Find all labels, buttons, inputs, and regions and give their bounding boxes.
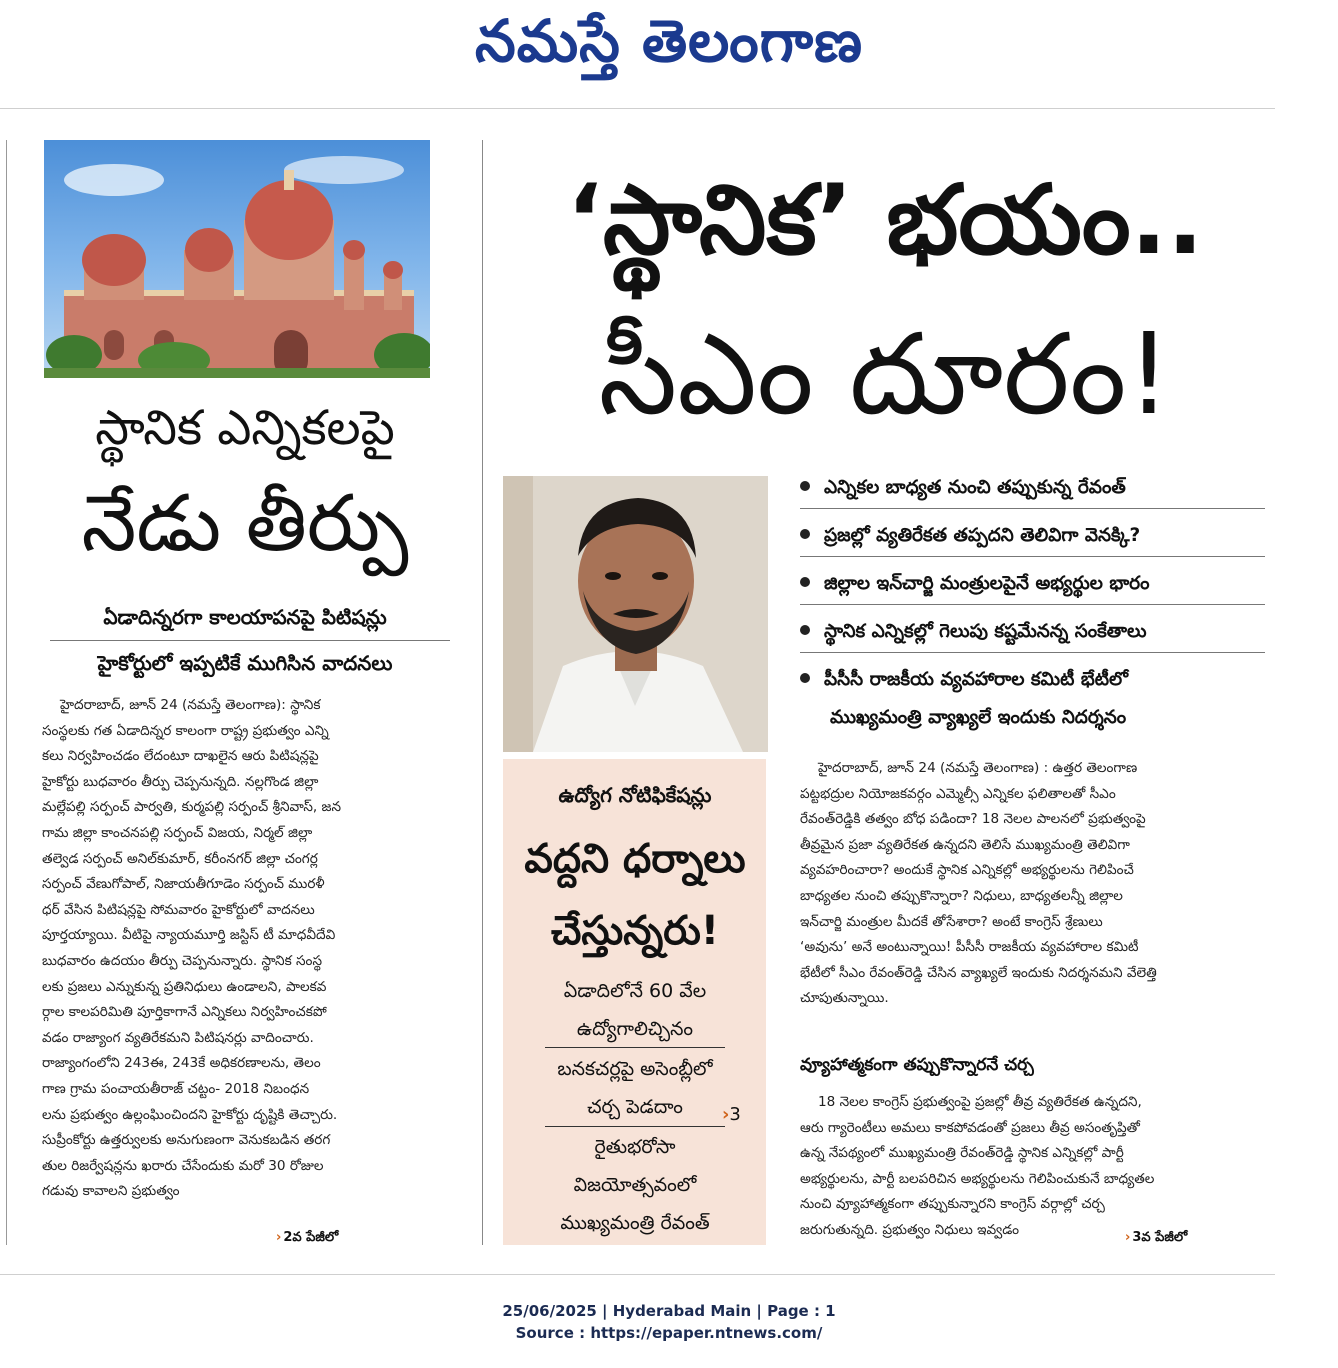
article-line: రాజ్యాంగంలోని 243ఈ, 243కే అధికరణాలను, తెలం <box>42 1055 321 1072</box>
left-continue-text: 2వ పేజీలో <box>283 1230 339 1245</box>
article-line: హైదరాబాద్, జూన్ 24 (నమస్తే తెలంగాణ) : ఉత్తర తెలంగాణ <box>818 760 1138 776</box>
bullet-dot-icon <box>800 529 810 539</box>
article-line: ధర్ వేసిన పిటిషన్లపై సోమవారం హైకోర్టులో వాదనలు <box>42 901 315 918</box>
article-line: వ్యవహరించారా? అందుకే స్థానిక ఎన్నికల్లో అభ్యర్థులను గెలిపించే <box>800 862 1134 879</box>
article-line: గడువు కావాలని ప్రభుత్వం <box>42 1183 180 1200</box>
article-line: సర్పంచ్ వేణుగోపాల్, నిజాయతీగూడెం సర్పంచ్ మురళీ <box>42 876 325 893</box>
main-headline-line2: సీఎం దూరం! <box>598 310 1172 440</box>
article-line: ‘అవును’ అనే అంటున్నాయి! పీసీసీ రాజకీయ వ్యవహారాల కమిటీ <box>800 939 1139 956</box>
article-line: నుంచి వ్యూహాత్మకంగా తప్పుకున్నారని కాంగ్రెస్ వర్గాల్లో చర్చ <box>800 1196 1105 1213</box>
article-line: తల్వెడ సర్పంచ్ అనిల్‌కుమార్, కరీంనగర్ జిల్లా చంగర్ల <box>42 850 318 867</box>
bullet-item <box>800 662 1270 698</box>
article-line: పట్టభద్రుల నియోజకవర్గం ఎమ్మెల్సీ ఎన్నికల ఫలితాలతో సీఎం <box>800 785 1116 802</box>
bullet-item <box>800 470 1270 506</box>
article-line: చూపుతున్నాయి. <box>800 990 889 1007</box>
bullet-dot-icon <box>800 481 810 491</box>
continue-arrow-icon: › <box>1125 1230 1131 1245</box>
newspaper-title: నమస్తే తెలంగాణ <box>475 7 863 75</box>
bullet-text: జిల్లాల ఇన్‌చార్జి మంత్రులపైనే అభ్యర్థుల భారం <box>824 573 1150 594</box>
main-headline-line1: ‘స్థానిక’ భయం.. <box>566 164 1204 276</box>
masthead <box>0 0 1338 110</box>
article-line: తుల రిజర్వేషన్లను ఖరారు చేసేందుకు మరో 30 రోజుల <box>42 1157 324 1174</box>
article-line: మల్లేపల్లి సర్పంచ్ పార్వతి, కుర్మపల్లి సర్పంచ్ శ్రీనివాస్, జన <box>42 799 342 816</box>
article-line: ఆరు గ్యారెంటీలు అమలు కాకపోవడంతో ప్రజలు తీవ్ర అసంతృప్తితో <box>800 1119 1140 1136</box>
article-line: ర్గాల కాలపరిమితి పూర్తికాగానే ఎన్నికలు నిర్వహించకపో <box>42 1004 327 1021</box>
main-article-body <box>800 756 1270 1012</box>
article-line: లకు ప్రజలు ఎన్నుకున్న ప్రతినిధులు ఉండాలని, పాలకవ <box>42 978 327 995</box>
left-article-body <box>42 693 452 1205</box>
bullet-divider <box>800 508 1265 509</box>
article-line: జరుగుతున్నది. ప్రభుత్వం నిధులు ఇవ్వడం <box>800 1221 1020 1238</box>
page-footer <box>0 1300 1338 1350</box>
pullout-headline-line1: ఉద్యోగ నోటిఫికేషన్లు <box>558 783 712 807</box>
pullout-item: ఉద్యోగాలిచ్చినం <box>576 1018 694 1040</box>
left-headline-line1: స్థానిక ఎన్నికలపై <box>95 400 395 456</box>
pullout-page-ref[interactable] <box>722 1100 762 1130</box>
chief-minister-photo <box>503 476 768 752</box>
pullout-item: ముఖ్యమంత్రి రేవంత్ <box>560 1212 710 1234</box>
bullet-dot-icon <box>800 625 810 635</box>
article-line: బాధ్యతల నుంచి తప్పుకొన్నారా? నిధులు, బాధ్యతలన్నీ జిల్లాల <box>800 887 1123 904</box>
article-line: భేటీలో సీఎం రేవంత్‌రెడ్డి చేసిన వ్యాఖ్యలే ఇందుకు నిదర్శనమని వేలెత్తి <box>800 964 1157 981</box>
article-line: హైదరాబాద్, జూన్ 24 (నమస్తే తెలంగాణ): స్థానిక <box>60 697 321 713</box>
pullout-item: ఏడాదిలోనే 60 వేల <box>563 980 707 1002</box>
footer-source[interactable]: Source : https://epaper.ntnews.com/ <box>515 1324 823 1342</box>
pullout-headline-line3: చేస్తున్నరు! <box>550 908 720 954</box>
pullout-item: చర్చ పెడదాం <box>587 1096 683 1118</box>
bullet-divider <box>800 604 1265 605</box>
bullet-text: ఎన్నికల బాధ్యత నుంచి తప్పుకున్న రేవంత్ <box>824 477 1126 498</box>
article-line: రేవంత్‌రెడ్డికి తత్వం బోధ పడిందా? 18 నెలల పాలనలో ప్రభుత్వంపై <box>800 811 1146 828</box>
portrait-illustration <box>503 476 768 752</box>
left-subhead-1: ఏడాదిన్నరగా కాలయాపనపై పిటిషన్లు <box>103 605 387 629</box>
main-continue-label[interactable] <box>1125 1228 1187 1248</box>
bullet-dot-icon <box>800 673 810 683</box>
article-line: తీవ్రమైన ప్రజా వ్యతిరేకత ఉన్నదని తెలిసే ముఖ్యమంత్రి తెలివిగా <box>800 836 1130 853</box>
pullout-divider <box>545 1047 725 1048</box>
bullet-divider <box>800 556 1265 557</box>
bottom-divider <box>0 1274 1275 1275</box>
article-line: పూర్తయ్యాయి. వీటిపై న్యాయమూర్తి జస్టిస్ టీ మాధవీదేవి <box>42 927 336 944</box>
article-line: సుప్రీంకోర్టు ఉత్తర్వులకు అనుగుణంగా వెనుకబడిన తరగ <box>42 1132 331 1149</box>
article-line: సంస్థలకు గత ఏడాదిన్నర కాలంగా రాష్ట్ర ప్రభుత్వం ఎన్ని <box>42 722 329 739</box>
main-continue-text: 3వ పేజీలో <box>1132 1230 1188 1245</box>
article-line: లను ప్రభుత్వం ఉల్లంఘించిందని హైకోర్టు దృష్టికి తెచ్చారు. <box>42 1106 338 1123</box>
footer-edition-info: 25/06/2025 | Hyderabad Main | Page : 1 <box>502 1302 836 1320</box>
main-article-body-2 <box>800 1090 1270 1244</box>
article-line: ఇన్‌చార్జి మంత్రుల మీదకే తోసేశారా? అంటే కాంగ్రెస్ శ్రేణులు <box>800 913 1103 930</box>
article-line: హైకోర్టు బుధవారం తీర్పు చెప్పనున్నది. నల్లగొండ జిల్లా <box>42 773 319 790</box>
left-continue-label[interactable] <box>276 1228 338 1248</box>
bullet-text: స్థానిక ఎన్నికల్లో గెలుపు కష్టమేనన్న సంకేతాలు <box>824 621 1147 642</box>
subhead-divider <box>50 640 450 641</box>
left-subhead-2: హైకోర్టులో ఇప్పటికే ముగిసిన వాదనలు <box>97 651 393 675</box>
column-separator <box>482 140 483 1245</box>
article-line: గామ జిల్లా కాంచనపల్లి సర్పంచ్ విజయ, నిర్మల్ జిల్లా <box>42 824 313 841</box>
pullout-page-ref-text: 3 <box>729 1104 741 1125</box>
article-line: అభ్యర్థులను, పార్టీ బలపరిచిన అభ్యర్థులను గెలిపించుకునే బాధ్యతల <box>800 1170 1155 1187</box>
left-border <box>6 140 7 1245</box>
pullout-divider <box>545 1126 725 1127</box>
pullout-item: బనకచర్లపై అసెంబ్లీలో <box>557 1058 713 1080</box>
article-line: 18 నెలల కాంగ్రెస్ ప్రభుత్వంపై ప్రజల్లో తీవ్ర వ్యతిరేకత ఉన్నదని, <box>818 1094 1142 1110</box>
main-subhead: వ్యూహాత్మకంగా తప్పుకొన్నారనే చర్చ <box>800 1055 1034 1075</box>
bullet-item <box>800 518 1270 554</box>
bullet-text: ప్రజల్లో వ్యతిరేకత తప్పదని తెలివిగా వెనక్కి? <box>824 525 1141 546</box>
continue-arrow-icon: › <box>276 1230 282 1245</box>
left-headline-line2: నేడు తీర్పు <box>81 479 409 569</box>
bullet-item-continuation: ముఖ్యమంత్రి వ్యాఖ్యలే ఇందుకు నిదర్శనం <box>830 707 1127 728</box>
page-ref-arrow-icon: › <box>722 1104 730 1125</box>
pullout-item: విజయోత్సవంలో <box>573 1174 697 1196</box>
article-line: గాణ గ్రామ పంచాయతీరాజ్ చట్టం- 2018 నిబంధన <box>42 1080 310 1097</box>
article-line: వడం రాజ్యాంగ వ్యతిరేకమని పిటిషనర్లు వాదించారు. <box>42 1029 314 1046</box>
bullet-item <box>800 566 1270 602</box>
bullet-text: పీసీసీ రాజకీయ వ్యవహారాల కమిటీ భేటీలో <box>824 669 1129 690</box>
high-court-photo <box>44 140 430 378</box>
bullet-item <box>800 614 1270 650</box>
article-line: కలు నిర్వహించడం లేదంటూ దాఖలైన ఆరు పిటిషన్లపై <box>42 748 319 765</box>
top-divider <box>0 108 1275 109</box>
pullout-headline-line2: వద్దని ధర్నాలు <box>524 836 746 882</box>
article-line: బుధవారం ఉదయం తీర్పు చెప్పనున్నారు. స్థానిక సంస్థ <box>42 952 322 969</box>
high-court-illustration <box>44 140 430 378</box>
bullet-dot-icon <box>800 577 810 587</box>
article-line: ఉన్న నేపథ్యంలో ముఖ్యమంత్రి రేవంత్‌రెడ్డి స్థానిక ఎన్నికల్లో పార్టీ <box>800 1145 1124 1162</box>
pullout-item: రైతుభరోసా <box>594 1136 676 1158</box>
bullet-divider <box>800 652 1265 653</box>
